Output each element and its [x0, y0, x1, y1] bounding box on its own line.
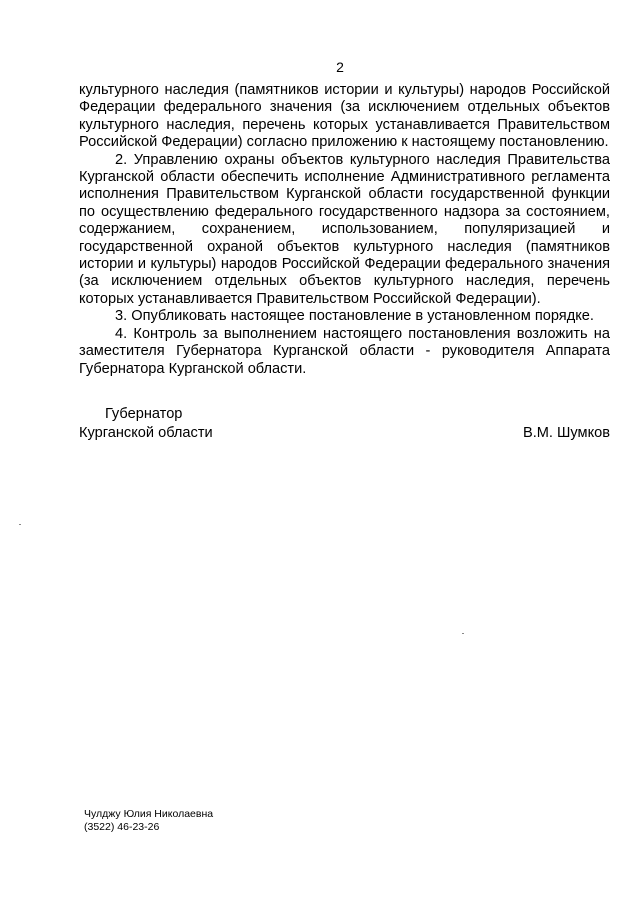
signatory-title-line2: Курганской области: [79, 425, 213, 441]
scan-speck: [462, 633, 464, 634]
paragraph-item-3: 3. Опубликовать настоящее постановление в установленном порядке.: [115, 308, 594, 325]
signatory-title-line1: Губернатор: [105, 406, 183, 422]
paragraph-item-2: 2. Управлению охраны объектов культурного наследия Правительства Курганской области обеспечить исполнение Административного регламента исполнения Правительством Курганской области государственной функции по осуществлению федерального государственного надзора за состоянием, содержанием, сохранением, использованием, популяризацией и государственной охраной объектов культурного наследия (памятников истории и культуры) народов Российской Федерации федерального значения (за исключением отдельных объектов культурного наследия, перечень которых устанавливается Правительством Российской Федерации).: [79, 151, 610, 307]
executor-phone: (3522) 46-23-26: [84, 821, 160, 833]
executor-contact: [84, 808, 213, 834]
paragraph-continuation: культурного наследия (памятников истории и культуры) народов Российской Федерации федерального значения (за исключением отдельных объектов культурного наследия, перечень которых устанавливается Правительством Российской Федерации) согласно приложению к настоящему постановлению.: [79, 82, 610, 151]
page-number: 2: [336, 59, 344, 75]
document-body: [79, 82, 610, 378]
paragraph-item-4: 4. Контроль за выполнением настоящего постановления возложить на заместителя Губернатора Курганской области - руководителя Аппарата Губернатора Курганской области.: [79, 325, 610, 377]
executor-name: Чулджу Юлия Николаевна: [84, 808, 214, 820]
signatory-name: В.М. Шумков: [522, 425, 610, 441]
scan-speck: [19, 524, 21, 525]
